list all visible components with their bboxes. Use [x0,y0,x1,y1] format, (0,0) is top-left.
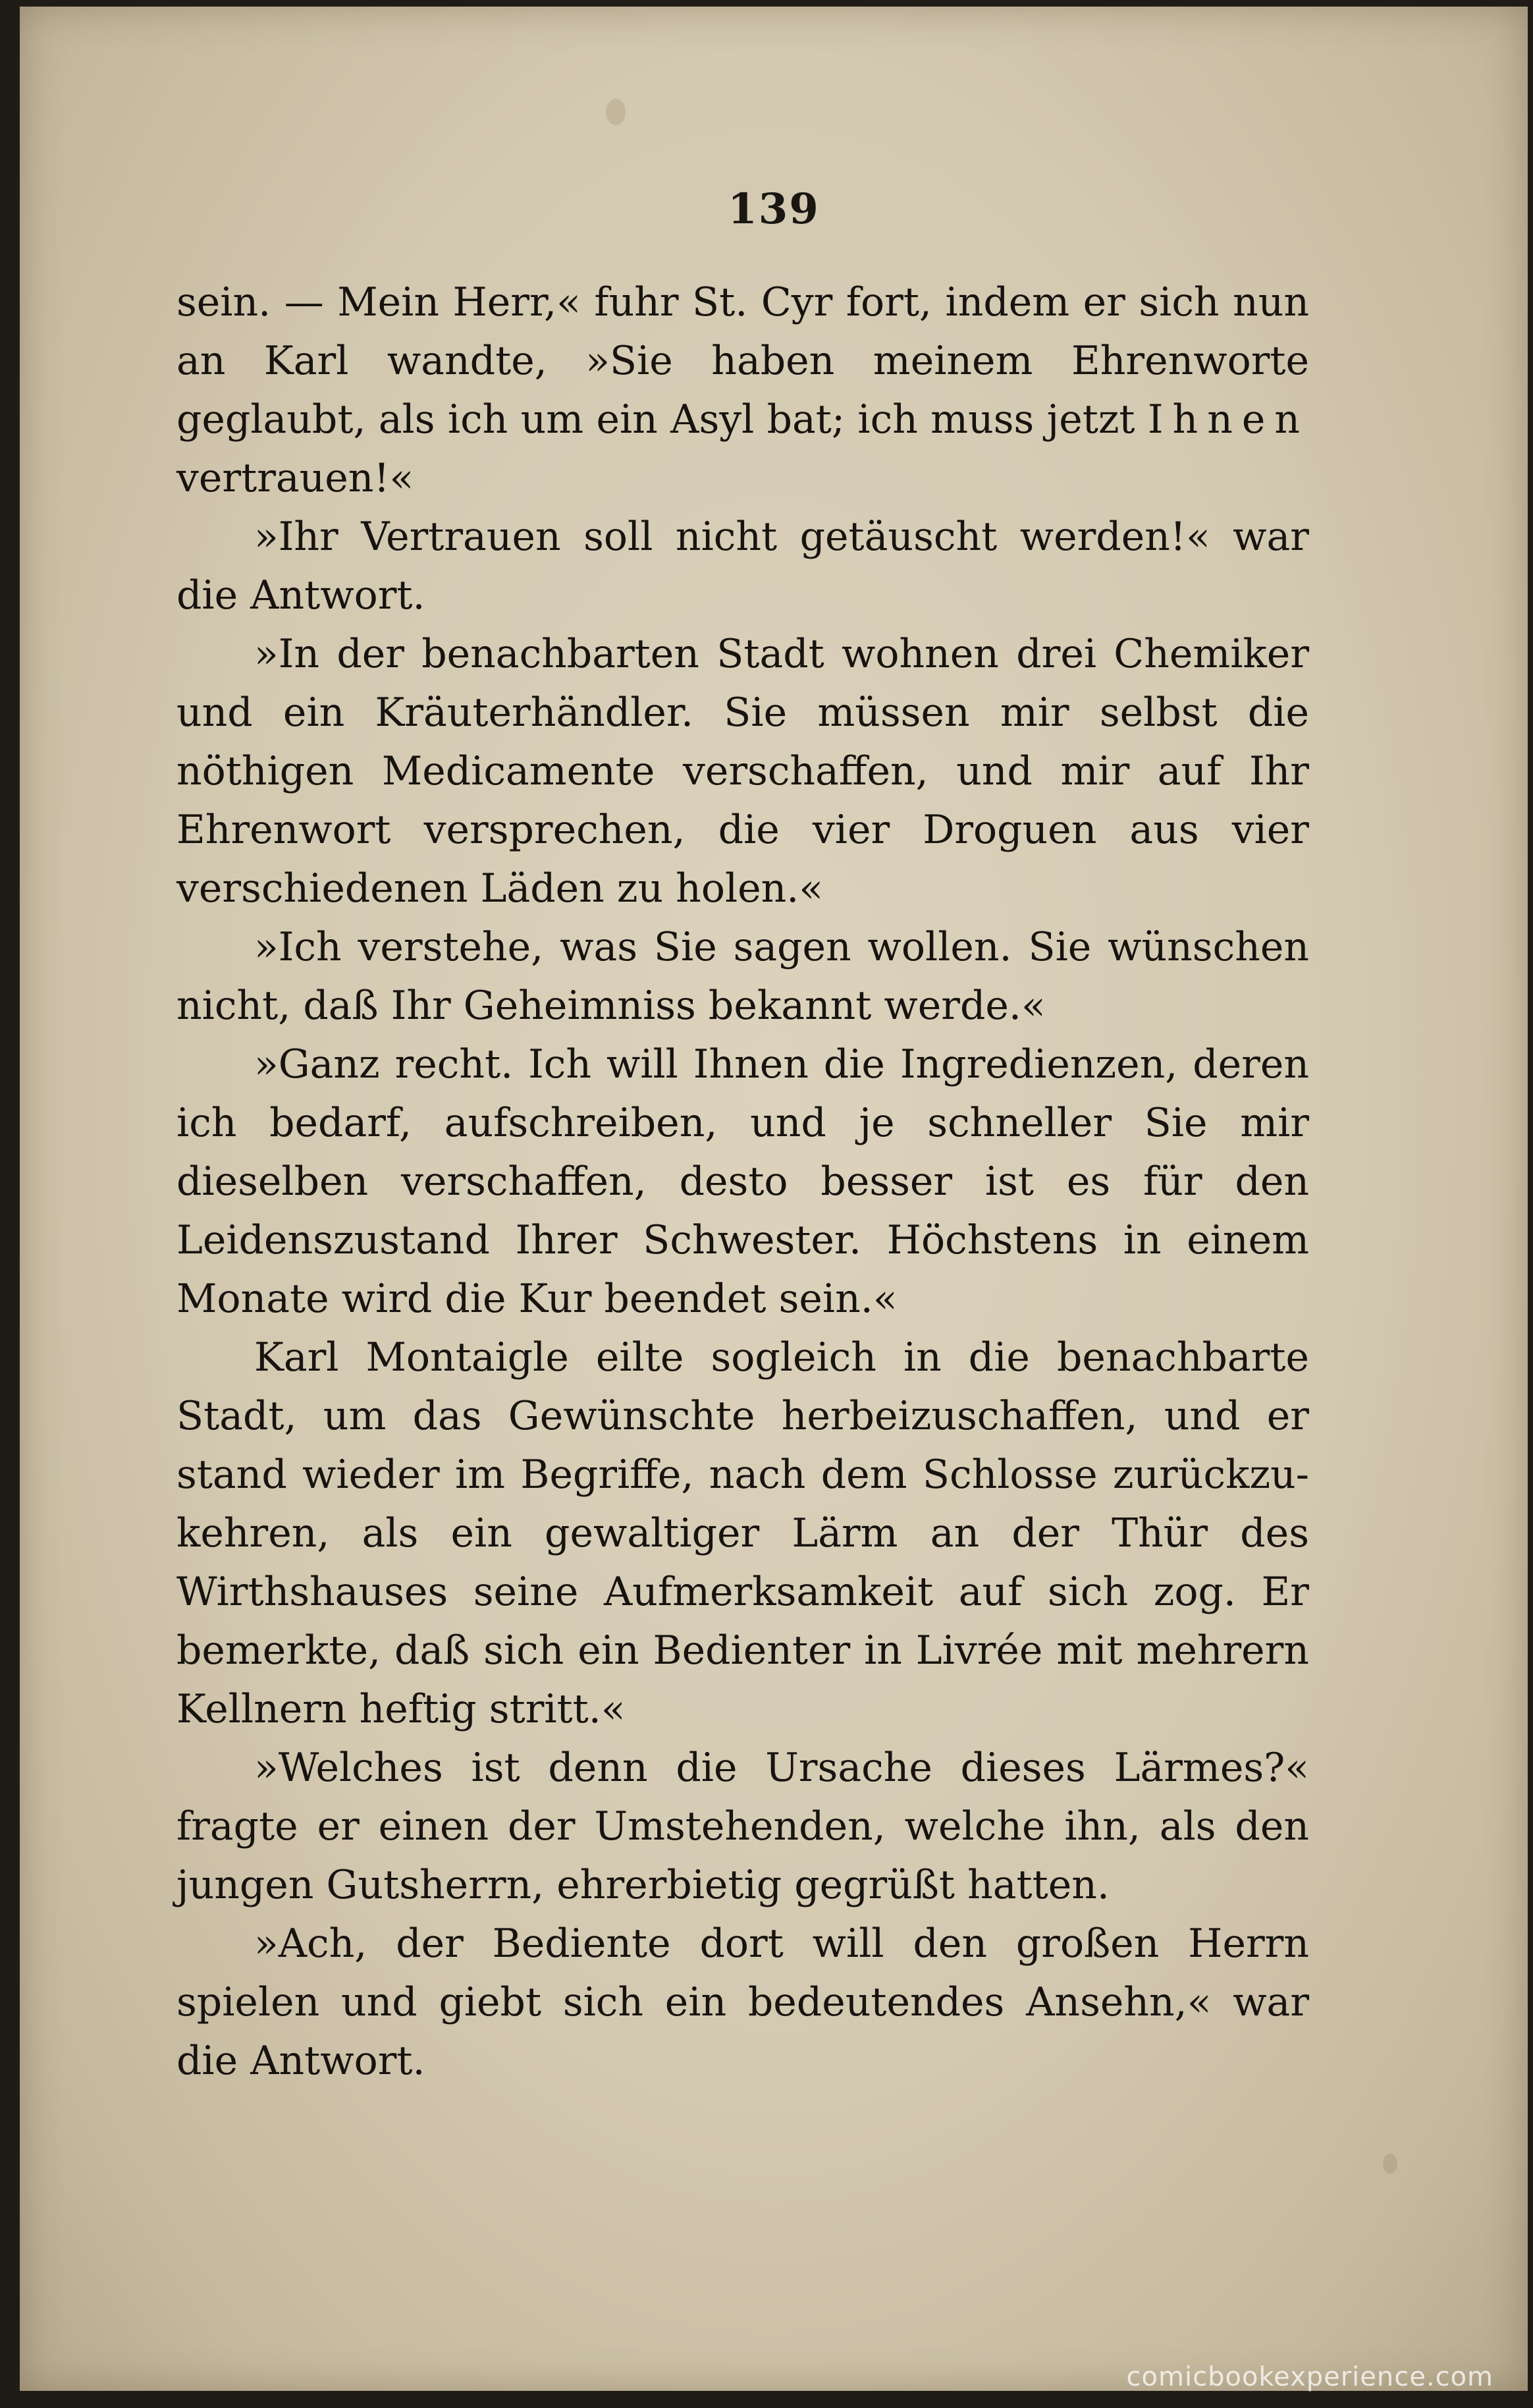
book-page [20,7,1528,2391]
paragraph: »In der benachbarten Stadt wohnen drei Chemiker und ein Kräuterhändler. Sie müssen mir selbst die nöthigen Medicamente verschaffen, und mir auf Ihr Ehrenwort versprechen, die vier Droguen aus vier verschiedenen Läden zu holen.« [176,631,1309,912]
spaced-word: Ihnen [1147,397,1309,443]
page-number: 139 [728,184,820,234]
page-smudge [606,99,626,125]
body-text [176,273,1309,2091]
paragraph: »Welches ist denn die Ursache dieses Lärmes?« fragte er einen der Umstehenden, welche ihn, als den jungen Gutsherrn, ehrerbietig gegrüßt hatten. [176,1745,1309,1908]
paragraph: »Ach, der Bediente dort will den großen Herrn spielen und giebt sich ein bedeutendes Ansehn,« war die Antwort. [176,1921,1309,2084]
paragraph: »Ihr Vertrauen soll nicht getäuscht werden!« war die Antwort. [176,514,1309,618]
watermark-text: comicbookexperience.com [1126,2362,1493,2392]
paragraph-tail: vertrauen!« [176,455,414,501]
paragraph [176,273,1309,508]
paragraph: Karl Montaigle eilte sogleich in die benachbarte Stadt, um das Gewünschte herbeizuschaffen, und er stand wieder im Begriffe, nach dem Schlosse zurückzukehren, als ein gewaltiger Lärm an der Thür des Wirthshauses seine Aufmerksamkeit auf sich zog. Er bemerkte, daß sich ein Bedienter in Livrée mit mehrern Kellnern heftig stritt.« [176,1334,1309,1732]
paragraph: »Ich verstehe, was Sie sagen wollen. Sie wünschen nicht, daß Ihr Geheimniss bekannt werde.« [176,924,1309,1029]
paragraph: »Ganz recht. Ich will Ihnen die Ingredienzen, deren ich bedarf, aufschreiben, und je schneller Sie mir dieselben verschaffen, desto besser ist es für den Leidenszustand Ihrer Schwester. Höchstens in einem Monate wird die Kur beendet sein.« [176,1041,1309,1322]
paragraph-text: sein. — Mein Herr,« fuhr St. Cyr fort, indem er sich nun an Karl wandte, »Sie haben meinem Ehrenworte geglaubt, als ich um ein Asyl bat; ich muss jetzt [176,279,1309,443]
page-smudge [1383,2154,1397,2174]
